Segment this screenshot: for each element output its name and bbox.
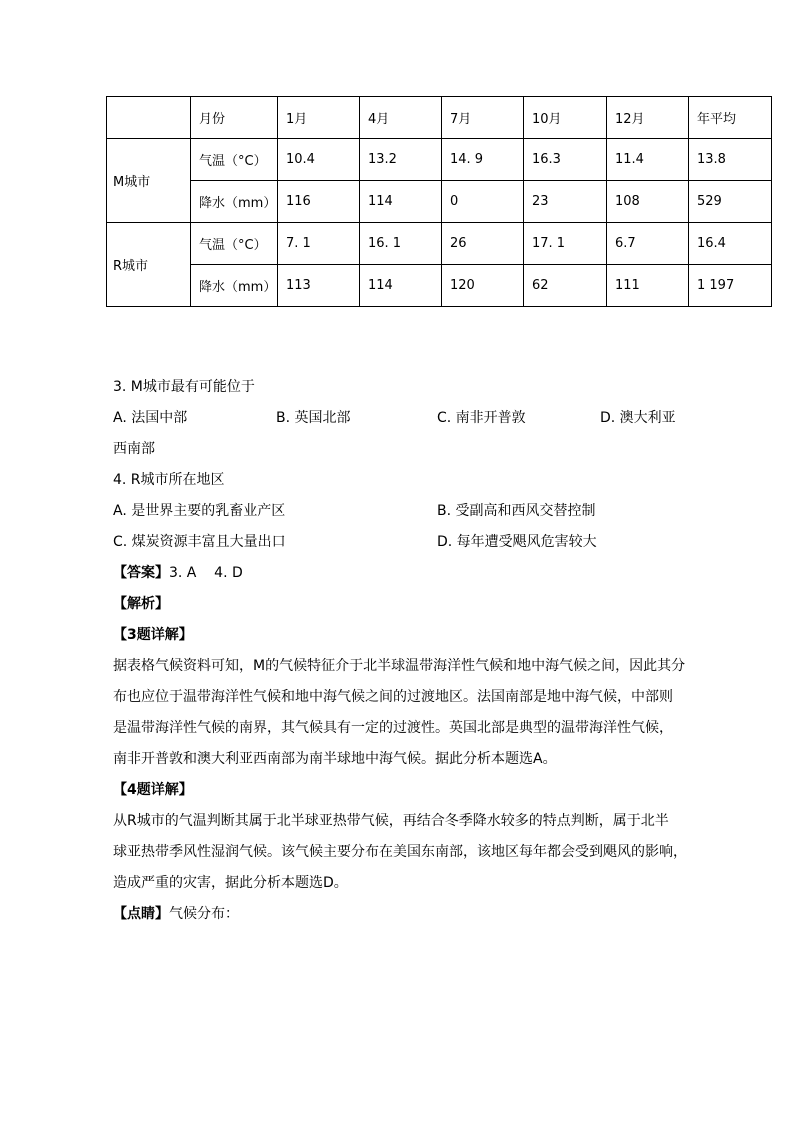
table-cell: 114	[360, 181, 442, 223]
q4-option-d: D. 每年遭受飓风危害较大	[437, 534, 597, 550]
table-cell: 14. 9	[442, 139, 524, 181]
table-cell: 16.3	[524, 139, 607, 181]
row-label-cell: 降水（mm）	[191, 181, 278, 223]
table-cell: 113	[278, 265, 360, 307]
table-cell: 13.2	[360, 139, 442, 181]
question-4-options-row-1	[113, 496, 713, 527]
table-cell: 120	[442, 265, 524, 307]
paragraph-line: 球亚热带季风性湿润气候。该气候主要分布在美国东南部，该地区每年都会受到飓风的影响，	[113, 844, 687, 860]
table-header-row	[107, 97, 772, 139]
table-cell: 114	[360, 265, 442, 307]
question-4-stem: 4. R城市所在地区	[113, 472, 225, 488]
table-cell: 6.7	[607, 223, 689, 265]
climate-table	[106, 96, 772, 307]
paragraph-line: 从R城市的气温判断其属于北半球亚热带气候，再结合冬季降水较多的特点判断，属于北半	[113, 813, 669, 829]
table-cell: 62	[524, 265, 607, 307]
table-cell: 108	[607, 181, 689, 223]
detail-3-paragraph	[113, 651, 713, 775]
table-cell: 13.8	[689, 139, 772, 181]
table-header-cell: 月份	[191, 97, 278, 139]
table-row	[107, 223, 772, 265]
row-label-cell: 降水（mm）	[191, 265, 278, 307]
q4-option-b: B. 受副高和西风交替控制	[437, 503, 596, 519]
question-section	[113, 372, 713, 930]
paragraph-line: 南非开普敦和澳大利亚西南部为南半球地中海气候。据此分析本题选A。	[113, 751, 557, 767]
analysis-tag: 【解析】	[113, 596, 169, 612]
answer-tag: 【答案】	[113, 565, 169, 581]
table-cell: 23	[524, 181, 607, 223]
table-cell: 0	[442, 181, 524, 223]
q3-option-c: C. 南非开普敦	[437, 410, 526, 426]
table-cell: 529	[689, 181, 772, 223]
detail-3-tag: 【3题详解】	[113, 627, 193, 643]
detail-4-paragraph	[113, 806, 713, 899]
table-header-cell: 12月	[607, 97, 689, 139]
note-line	[113, 899, 713, 930]
table-cell: 7. 1	[278, 223, 360, 265]
q3-option-a: A. 法国中部	[113, 410, 188, 426]
row-label-cell: 气温（°C）	[191, 223, 278, 265]
paragraph-line: 是温带海洋性气候的南界，其气候具有一定的过渡性。英国北部是典型的温带海洋性气候，	[113, 720, 673, 736]
question-3-options	[113, 403, 713, 434]
table-row	[107, 181, 772, 223]
detail-4-tag: 【4题详解】	[113, 782, 193, 798]
table-cell: 111	[607, 265, 689, 307]
table-row	[107, 265, 772, 307]
paragraph-line: 造成严重的灾害，据此分析本题选D。	[113, 875, 348, 891]
q3-option-b: B. 英国北部	[276, 410, 351, 426]
table-cell: 16. 1	[360, 223, 442, 265]
paragraph-line: 布也应位于温带海洋性气候和地中海气候之间的过渡地区。法国南部是地中海气候，中部则	[113, 689, 673, 705]
question-4-options-row-2	[113, 527, 713, 558]
table-header-cell	[107, 97, 191, 139]
city-name-cell: R城市	[107, 223, 191, 307]
q3-option-d-wrap: 西南部	[113, 441, 155, 457]
city-name-cell: M城市	[107, 139, 191, 223]
note-text: 气候分布：	[169, 906, 239, 922]
paragraph-line: 据表格气候资料可知，M的气候特征介于北半球温带海洋性气候和地中海气候之间，因此其分	[113, 658, 686, 674]
question-3-stem: 3. M城市最有可能位于	[113, 379, 255, 395]
table-cell: 26	[442, 223, 524, 265]
table-cell: 16.4	[689, 223, 772, 265]
table-header-cell: 年平均	[689, 97, 772, 139]
answer-text: 3. A 4. D	[169, 565, 243, 581]
q4-option-a: A. 是世界主要的乳畜业产区	[113, 503, 286, 519]
row-label-cell: 气温（°C）	[191, 139, 278, 181]
table-header-cell: 1月	[278, 97, 360, 139]
note-tag: 【点睛】	[113, 906, 169, 922]
table-cell: 11.4	[607, 139, 689, 181]
q4-option-c: C. 煤炭资源丰富且大量出口	[113, 534, 286, 550]
table-row	[107, 139, 772, 181]
table-cell: 1 197	[689, 265, 772, 307]
table-header-cell: 7月	[442, 97, 524, 139]
table-cell: 116	[278, 181, 360, 223]
table-cell: 17. 1	[524, 223, 607, 265]
q3-option-d: D. 澳大利亚	[600, 410, 676, 426]
table-header-cell: 4月	[360, 97, 442, 139]
answer-line	[113, 558, 713, 589]
table-cell: 10.4	[278, 139, 360, 181]
table-header-cell: 10月	[524, 97, 607, 139]
